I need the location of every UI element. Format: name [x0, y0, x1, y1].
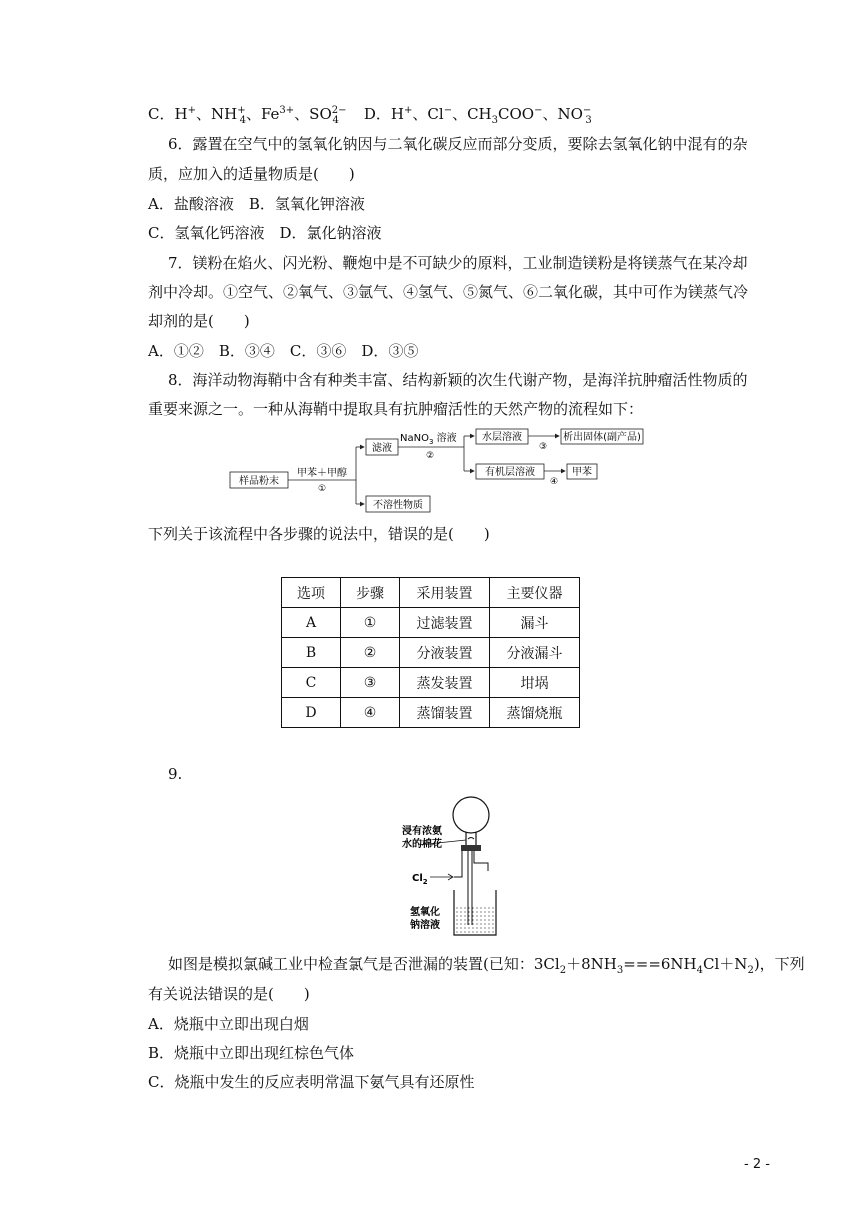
flask-stopper: [461, 845, 481, 851]
label-cotton-1: 浸有浓氨: [402, 826, 442, 837]
flask-bulb: [453, 797, 489, 833]
q9-option-b: B．烧瓶中立即出现红棕色气体: [148, 1044, 355, 1062]
stem-text: )，下列: [753, 955, 805, 973]
label-step4: ④: [549, 477, 559, 487]
table-cell: D: [282, 698, 341, 728]
q9-option-a: A．烧瓶中立即出现白烟: [148, 1015, 309, 1033]
table-cell: 分液装置: [400, 638, 490, 668]
q8-question: 下列关于该流程中各步骤的说法中，错误的是( ): [148, 525, 490, 543]
q6-options-cd: C．氢氧化钙溶液 D．氯化钠溶液: [148, 224, 382, 242]
q7-line3: 却剂的是( ): [148, 312, 250, 330]
table-row: [282, 698, 580, 728]
table-cell: ②: [341, 638, 400, 668]
charge: 2−: [331, 105, 347, 116]
q8-line1: 8．海洋动物海鞘中含有种类丰富、结构新颖的次生代谢产物，是海洋抗肿瘤活性物质的: [168, 371, 748, 389]
side-tube: [474, 851, 488, 871]
charge: −: [582, 105, 592, 116]
table-cell: 漏斗: [490, 608, 580, 638]
subscript: 4: [332, 115, 339, 126]
label-cl2: $Cl_2$: [412, 873, 428, 886]
stem-text: ＋8NH: [566, 955, 617, 973]
charge: −: [443, 105, 453, 116]
ammonia-chlorine-apparatus: [402, 795, 528, 945]
page-number: - 2 -: [744, 1157, 770, 1172]
label-step2: ②: [425, 451, 435, 461]
table-cell: B: [282, 638, 341, 668]
label-aqueous: 水层溶液: [482, 432, 522, 443]
ion-text: H: [174, 105, 188, 123]
table-cell: A: [282, 608, 341, 638]
cotton-icon: [468, 838, 474, 840]
q6-line2: 质，应加入的适量物质是( ): [148, 165, 355, 183]
table-header-row: [282, 578, 580, 608]
naoh-solution: [455, 907, 495, 934]
extraction-flowchart: [228, 427, 648, 517]
label-naoh-1: 氢氧化: [410, 907, 440, 918]
label-naoh-2: 钠溶液: [410, 920, 440, 931]
spacer: [349, 105, 364, 123]
header-cell: 主要仪器: [490, 578, 580, 608]
q9-stem-line1: [168, 954, 805, 974]
q8-line2: 重要来源之一。一种从海鞘中提取具有抗肿瘤活性的天然产物的流程如下：: [148, 400, 644, 418]
label-step1: ①: [317, 484, 327, 494]
label-sample: 样品粉末: [239, 476, 279, 487]
q6-line1: 6．露置在空气中的氢氧化钠因与二氧化碳反应而部分变质，要除去氢氧化钠中混有的杂: [168, 135, 748, 153]
subscript: 3: [585, 115, 592, 126]
table-row: [282, 638, 580, 668]
stem-text: ===6NH: [623, 955, 697, 973]
label-reagent2: NaNO$_3$ 溶液: [400, 433, 457, 446]
label-filtrate: 滤液: [372, 443, 392, 454]
charge: 3+: [279, 105, 295, 116]
stem-text: Cl＋N: [703, 955, 748, 973]
q9-stem-line2: 有关说法错误的是( ): [148, 985, 310, 1003]
ion-text: H: [390, 105, 405, 123]
label-insoluble: 不溶性物质: [373, 500, 423, 511]
table-cell: 蒸发装置: [400, 668, 490, 698]
subscript: 3: [491, 115, 499, 126]
subscript: 2: [747, 965, 754, 976]
table-cell: 分液漏斗: [490, 638, 580, 668]
ion-text: 、Cl: [412, 105, 444, 123]
q5-options-cd: [148, 104, 592, 124]
label-cotton-2: 水的棉花: [402, 839, 442, 850]
table-cell: ①: [341, 608, 400, 638]
table-cell: 过滤装置: [400, 608, 490, 638]
label-reagent1: 甲苯＋甲醇: [297, 468, 347, 479]
table-row: [282, 668, 580, 698]
ion-text: COO: [498, 105, 535, 123]
label-solid: 析出固体(副产品): [563, 432, 641, 443]
header-cell: 采用装置: [400, 578, 490, 608]
table-cell: 坩埚: [490, 668, 580, 698]
q9-number: 9.: [168, 765, 183, 783]
charge: +: [404, 105, 413, 116]
subscript: 4: [239, 115, 246, 126]
header-cell: 选项: [282, 578, 341, 608]
option-letter: D．: [363, 105, 391, 123]
q9-option-c: C．烧瓶中发生的反应表明常温下氨气具有还原性: [148, 1073, 475, 1091]
header-cell: 步骤: [341, 578, 400, 608]
option-letter: C．: [148, 105, 175, 123]
q7-options: A．①② B．③④ C．③⑥ D．③⑤: [148, 342, 419, 360]
table-cell: ③: [341, 668, 400, 698]
stem-text: 如图是模拟氯碱工业中检查氯气是否泄漏的装置(已知：3Cl: [168, 955, 560, 973]
ion-text: 、CH: [452, 105, 492, 123]
ion-text: 、SO: [294, 105, 332, 123]
subscript: 2: [559, 965, 567, 976]
inlet-tube: [454, 851, 462, 877]
table-cell: ④: [341, 698, 400, 728]
ion-text: 、NH: [195, 105, 238, 123]
label-toluene: 甲苯: [572, 467, 592, 478]
ion-text: 、NO: [542, 105, 583, 123]
options-table: [281, 577, 580, 728]
table-row: [282, 608, 580, 638]
flask-neck: [466, 832, 476, 845]
charge: +: [237, 105, 246, 116]
label-organic: 有机层溶液: [485, 467, 535, 478]
charge: −: [534, 105, 543, 116]
q6-options-ab: A．盐酸溶液 B．氢氧化钾溶液: [148, 195, 365, 213]
q7-line2: 剂中冷却。①空气、②氧气、③氩气、④氢气、⑤氮气、⑥二氧化碳，其中可作为镁蒸气冷: [148, 283, 749, 301]
table-cell: C: [282, 668, 341, 698]
subscript: 4: [696, 965, 704, 976]
subscript: 3: [616, 965, 624, 976]
table-cell: 蒸馏装置: [400, 698, 490, 728]
charge: +: [187, 105, 196, 116]
q7-line1: 7．镁粉在焰火、闪光粉、鞭炮中是不可缺少的原料，工业制造镁粉是将镁蒸气在某冷却: [168, 254, 748, 272]
label-step3: ③: [538, 442, 548, 452]
ion-text: 、Fe: [245, 105, 280, 123]
table-cell: 蒸馏烧瓶: [490, 698, 580, 728]
